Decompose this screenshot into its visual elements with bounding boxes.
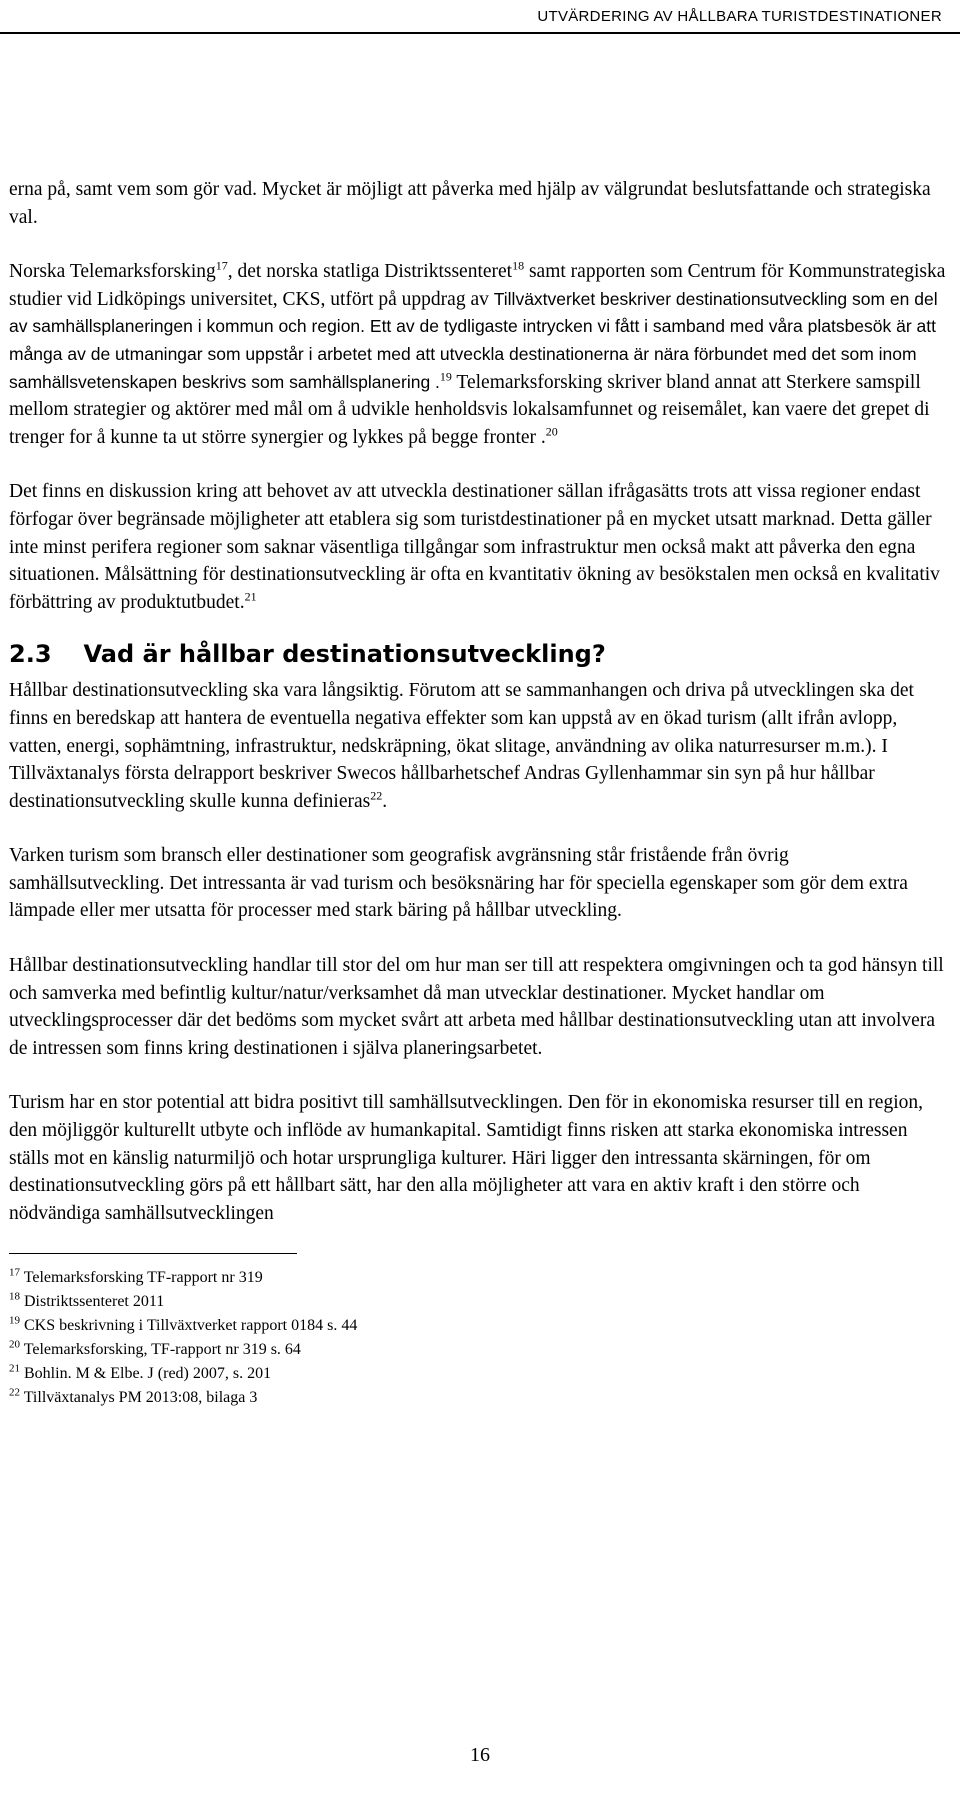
footnote-20 (9, 1338, 949, 1362)
running-header (0, 0, 960, 34)
paragraph-3 (9, 478, 949, 616)
footnote-text: Tillväxtanalys PM 2013:08, bilaga 3 (20, 1389, 258, 1407)
paragraph-2 (9, 258, 949, 451)
footnote-number: 18 (9, 1291, 20, 1304)
footnote-ref-18[interactable]: 18 (512, 258, 525, 273)
footnote-ref-20[interactable]: 20 (545, 424, 558, 439)
paragraph-1 (9, 176, 949, 231)
paragraph-6-text: Hållbar destinationsutveckling handlar till stor del om hur man ser till att respektera omgivningen och ta god hänsyn till och samverka med befintlig kultur/natur/verksamhet då man utvecklar destinationer. Mycket handlar om utvecklingsprocesser där det bedöms som mycket svårt att arbeta med hållbar destinationsutveckling utan att involvera de intressen som finns kring destinationen i själva planeringsarbetet. (9, 955, 944, 1059)
page-number: 16 (470, 1744, 490, 1766)
footnote-ref-21[interactable]: 21 (244, 589, 257, 604)
footnote-number: 17 (9, 1267, 20, 1280)
footnote-ref-17[interactable]: 17 (215, 258, 228, 273)
paragraph-2-text-a: Norska Telemarksforsking (9, 261, 216, 283)
footnote-17 (9, 1266, 949, 1290)
paragraph-5-text: Varken turism som bransch eller destinationer som geografisk avgränsning står fristående från övrig samhällsutveckling. Det intressanta är vad turism och besöksnäring har för speciella egenskaper som gör dem extra lämpade eller mer utsatta för processer med stark bäring på hållbar utveckling. (9, 845, 908, 922)
footnote-number: 21 (9, 1363, 20, 1376)
section-title: Vad är hållbar destinationsutveckling? (83, 640, 606, 669)
footnote-divider (9, 1253, 297, 1254)
footnote-21 (9, 1362, 949, 1386)
paragraph-2-text-c: samt rapporten som Centrum för Kommunstrategiska studier vid Lidköpings universitet, CKS, utfört på uppdrag av (9, 261, 946, 310)
footnote-text: Bohlin. M & Elbe. J (red) 2007, s. 201 (20, 1365, 272, 1383)
paragraph-7 (9, 1089, 949, 1227)
footnote-number: 19 (9, 1315, 20, 1328)
paragraph-6 (9, 952, 949, 1062)
footnote-ref-22[interactable]: 22 (370, 788, 383, 803)
section-number: 2.3 (9, 640, 52, 669)
footnote-number: 22 (9, 1387, 20, 1400)
paragraph-4-text: Hållbar destinationsutveckling ska vara långsiktig. Förutom att se sammanhangen och driva på utvecklingen ska det finns en beredskap att hantera de eventuella negativa effekter som kan uppstå av en ökad turism (allt ifrån avlopp, vatten, energi, sophämtning, infrastruktur, nedskräpning, ökat slitage, användning av olika naturresurser m.m.). I Tillväxtanalys första delrapport beskriver Swecos hållbarhetschef Andras Gyllenhammar sin syn på hur hållbar destinationsutveckling skulle kunna definieras (9, 680, 914, 812)
paragraph-4-end: . (382, 790, 388, 812)
paragraph-2-text-sans: Tillväxtverket beskriver destinationsutveckling som en del av samhällsplaneringen i kommun och region. (9, 288, 938, 337)
footnote-number: 20 (9, 1339, 20, 1352)
paragraph-5 (9, 842, 949, 925)
footnote-22 (9, 1386, 949, 1410)
paragraph-2-text-e: Telemarksforsking skriver bland annat att Sterkere samspill mellom strategier og aktörer med mål om å udvikle henholdsvis lokalsamfunnet og reisemålet, kan vaere det grepet di trenger for å kunne ta ut större synergier og lykkes på begge fronter . (9, 371, 930, 448)
footnote-text: Telemarksforsking TF-rapport nr 319 (20, 1269, 263, 1287)
footnote-18 (9, 1290, 949, 1314)
footnote-text: Distriktssenteret 2011 (20, 1293, 165, 1311)
section-heading (9, 639, 949, 669)
running-header-title: UTVÄRDERING AV HÅLLBARA TURISTDESTINATIONER (537, 8, 942, 25)
paragraph-4 (9, 677, 949, 815)
footnote-text: CKS beskrivning i Tillväxtverket rapport 0184 s. 44 (20, 1317, 358, 1335)
page-body (9, 176, 949, 1410)
paragraph-3-text: Det finns en diskussion kring att behovet av att utveckla destinationer sällan ifrågasätts trots att vissa regioner endast förfogar över begränsade möjligheter att etablera sig som turistdestinationer på en mycket utsatt marknad. Detta gäller inte minst perifera regioner som saknar väsentliga tillgångar som infrastruktur men också makt att påverka den egna situationen. Målsättning för destinationsutveckling är ofta en kvantitativ ökning av besökstalen men också en kvalitativ förbättring av produktutbudet. (9, 481, 940, 613)
footnote-ref-19[interactable]: 19 (439, 369, 452, 384)
paragraph-2-text-b: , det norska statliga Distriktssenteret (227, 261, 513, 283)
footnotes (9, 1266, 949, 1410)
paragraph-2-text-d: Ett av de tydligaste intrycken vi fått i samband med våra platsbesök är att många av de utmaningar som uppstår i arbetet med att utveckla destinationerna är nära förbundet med det som inom samhällsvetenskapen beskrivs som samhällsplanering . (9, 316, 937, 392)
footnote-19 (9, 1314, 949, 1338)
footnote-text: Telemarksforsking, TF-rapport nr 319 s. 64 (20, 1341, 301, 1359)
paragraph-7-text: Turism har en stor potential att bidra positivt till samhällsutvecklingen. Den för in ekonomiska resurser till en region, den möjliggör kulturellt utbyte och inflöde av humankapital. Samtidigt finns risken att starka ekonomiska intressen ställs mot en känslig naturmiljö och hotar ursprungliga kulturer. Häri ligger den intressanta skärningen, för om destinationsutveckling görs på ett hållbart sätt, har den alla möjligheter att vara en aktiv kraft i den större och nödvändiga samhällsutvecklingen (9, 1092, 923, 1224)
paragraph-1-text: erna på, samt vem som gör vad. Mycket är möjligt att påverka med hjälp av välgrundat beslutsfattande och strategiska val. (9, 179, 931, 228)
